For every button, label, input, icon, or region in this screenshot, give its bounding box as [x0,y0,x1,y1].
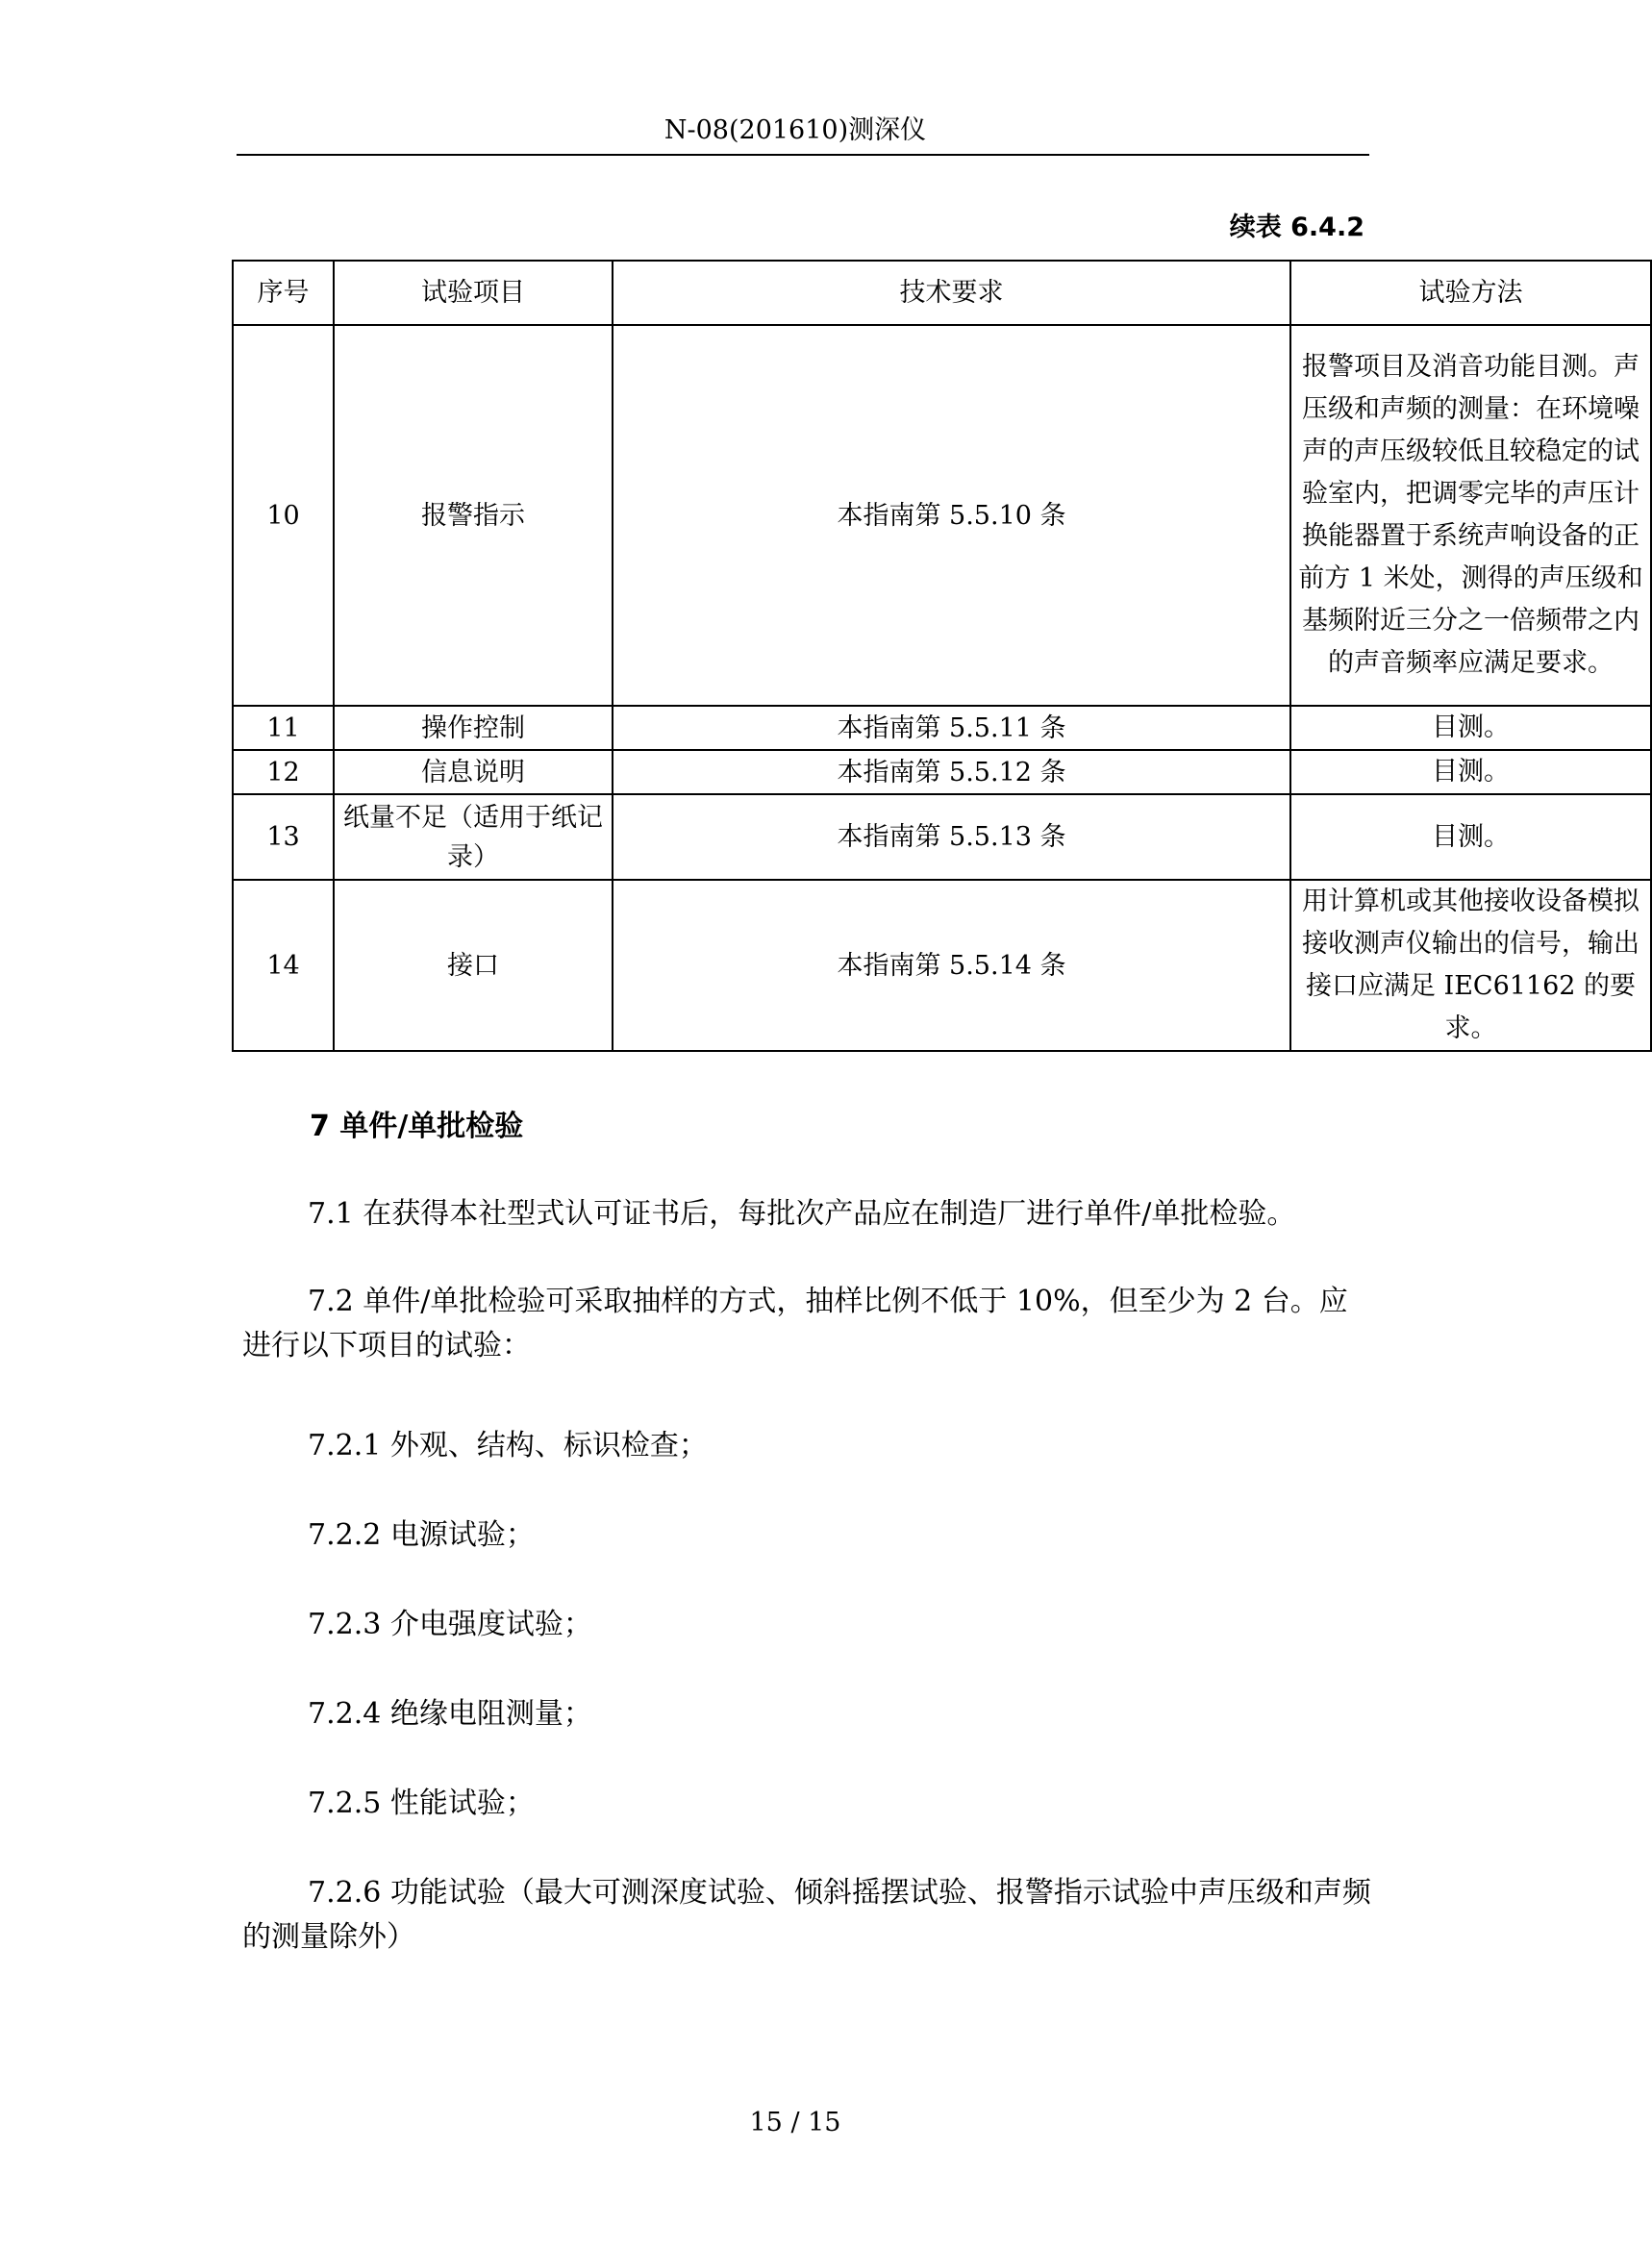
row-method: 目测。 [1290,750,1651,794]
row-requirement: 本指南第 5.5.11 条 [613,706,1290,750]
row-no: 12 [233,750,334,794]
table-header-row [233,261,1651,325]
row-method: 报警项目及消音功能目测。声压级和声频的测量：在环境噪声的声压级较低且较稳定的试验室内，把调零完毕的声压计换能器置于系统声响设备的正前方 1 米处，测得的声压级和基频附近三分之一倍频带之内的声音频率应满足要求。 [1290,325,1651,706]
row-item: 纸量不足（适用于纸记录） [334,794,613,880]
row-requirement: 本指南第 5.5.13 条 [613,794,1290,880]
table-row [233,794,1651,880]
table-caption: 续表 6.4.2 [1229,212,1364,242]
row-no: 14 [233,880,334,1051]
row-no: 13 [233,794,334,880]
row-requirement: 本指南第 5.5.14 条 [613,880,1290,1051]
table-row [233,880,1651,1051]
paragraph-7-1: 7.1 在获得本社型式认可证书后，每批次产品应在制造厂进行单件/单批检验。 [308,1197,1296,1231]
paragraph-7-2-6: 7.2.6 功能试验（最大可测深度试验、倾斜摇摆试验、报警指示试验中声压级和声频的测量除外） [242,1876,1371,1954]
column-header-requirement: 技术要求 [613,261,1290,325]
page-header-title: N-08(201610)测深仪 [663,115,927,145]
row-method: 目测。 [1290,706,1651,750]
column-header-item: 试验项目 [334,261,613,325]
row-method: 目测。 [1290,794,1651,880]
list-item-7-2-4: 7.2.4 绝缘电阻测量； [308,1697,592,1731]
table-row [233,706,1651,750]
list-item-7-2-3: 7.2.3 介电强度试验； [308,1608,592,1641]
row-item: 信息说明 [334,750,613,794]
table-row [233,325,1651,706]
row-item: 接口 [334,880,613,1051]
table-row [233,750,1651,794]
list-item-7-2-5: 7.2.5 性能试验； [308,1787,535,1820]
row-item: 操作控制 [334,706,613,750]
row-no: 10 [233,325,334,706]
section-7-heading: 7 单件/单批检验 [310,1110,524,1143]
row-requirement: 本指南第 5.5.12 条 [613,750,1290,794]
column-header-method: 试验方法 [1290,261,1651,325]
row-item: 报警指示 [334,325,613,706]
list-item-7-2-2: 7.2.2 电源试验； [308,1518,535,1552]
column-header-no: 序号 [233,261,334,325]
row-method: 用计算机或其他接收设备模拟接收测声仪输出的信号，输出接口应满足 IEC61162 的要求。 [1290,880,1651,1051]
spec-table [232,260,1652,1052]
header-rule [237,154,1369,156]
row-requirement: 本指南第 5.5.10 条 [613,325,1290,706]
paragraph-7-2: 7.2 单件/单批检验可采取抽样的方式，抽样比例不低于 10%，但至少为 2 台。应进行以下项目的试验： [242,1285,1348,1362]
page-number: 15 / 15 [749,2108,841,2137]
row-no: 11 [233,706,334,750]
list-item-7-2-1: 7.2.1 外观、结构、标识检查； [308,1429,708,1462]
